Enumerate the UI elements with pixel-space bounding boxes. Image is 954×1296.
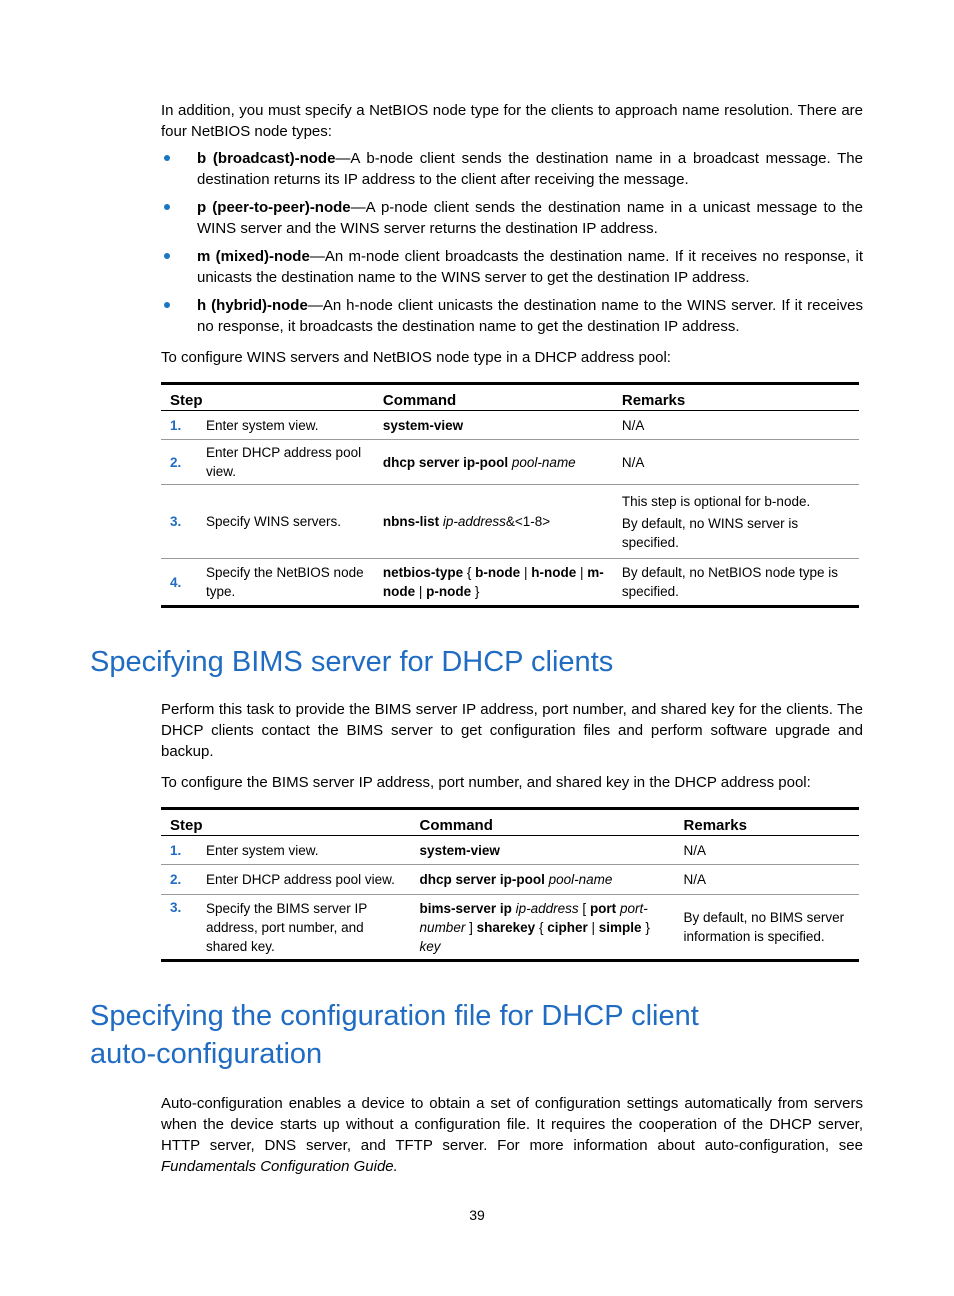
step-remarks: N/A <box>613 440 859 485</box>
command-range: &<1-8> <box>505 514 551 529</box>
step-description: Enter DHCP address pool view. <box>188 440 374 485</box>
step-number: 2. <box>161 865 188 895</box>
command-keyword: port <box>589 900 617 916</box>
step-remarks: N/A <box>675 836 859 865</box>
wins-intro: To configure WINS servers and NetBIOS node type in a DHCP address pool: <box>161 349 671 366</box>
table-header-row <box>161 809 859 836</box>
guide-period: . <box>393 1158 398 1175</box>
list-item <box>161 148 863 190</box>
command-keyword: p-node <box>426 584 472 599</box>
command-keyword: h-node <box>531 565 577 580</box>
step-number: 1. <box>161 411 188 440</box>
header-step: Step <box>161 384 374 411</box>
command-keyword: sharekey <box>476 919 536 935</box>
command-symbol: { <box>538 919 544 935</box>
command-argument: ip-address <box>515 900 579 916</box>
node-description: —A p-node client sends the destination name in a unicast message to the WINS server and the WINS server returns the destination IP address. <box>197 199 863 237</box>
command-symbol: | <box>591 919 596 935</box>
step-command <box>411 836 675 865</box>
table-row <box>161 836 859 865</box>
table-row <box>161 411 859 440</box>
step-number: 3. <box>161 485 188 559</box>
header-remarks: Remarks <box>613 384 859 411</box>
step-number: 3. <box>170 900 182 915</box>
bims-config-table <box>161 807 859 962</box>
guide-reference-link: Fundamentals Configuration Guide <box>161 1158 394 1175</box>
list-item <box>161 246 863 288</box>
list-item <box>161 197 863 239</box>
command-symbol: | <box>579 565 584 580</box>
autoconfig-paragraph <box>161 1093 863 1177</box>
node-term: h (hybrid)-node <box>197 297 308 314</box>
step-command <box>411 865 675 895</box>
command-symbol: } <box>645 919 650 935</box>
table-row <box>161 865 859 895</box>
section-heading-bims: Specifying BIMS server for DHCP clients <box>90 646 614 678</box>
bims-paragraph: Perform this task to provide the BIMS server IP address, port number, and shared key for the clients. The DHCP clients contact the BIMS server to get configuration files and perform software upgrade and backup. <box>161 701 863 760</box>
command-keyword: dhcp server ip-pool <box>382 454 509 470</box>
table-header-row <box>161 384 859 411</box>
step-remarks: By default, no NetBIOS node type is specified. <box>621 565 838 599</box>
table-row <box>161 485 859 559</box>
command-symbol: | <box>523 565 528 580</box>
step-command <box>374 411 613 440</box>
step-number: 1. <box>161 836 188 865</box>
section-heading-autoconfig: Specifying the configuration file for DHCP client auto-configuration <box>90 1000 699 1070</box>
step-command <box>411 895 675 961</box>
command-symbol: ] <box>469 919 473 935</box>
list-item <box>161 295 863 337</box>
node-term: p (peer-to-peer)-node <box>197 199 351 216</box>
step-remarks <box>613 485 859 559</box>
step-number: 4. <box>170 574 182 590</box>
step-command <box>374 559 613 607</box>
step-description: Specify WINS servers. <box>188 485 374 559</box>
bullet-icon <box>164 204 170 210</box>
autoconfig-text: Auto-configuration enables a device to obtain a set of configuration settings automatically from servers when the device starts up without a configuration file. It requires the cooperation of the DHCP server, HTTP server, DNS server, and TFTP server. For more information about auto-configuration, see <box>161 1095 863 1154</box>
remark-line: By default, no WINS server is specified. <box>621 515 799 550</box>
command-keyword: netbios-type <box>382 565 464 580</box>
step-description: Enter system view. <box>188 836 411 865</box>
step-command <box>374 440 613 485</box>
table-row <box>161 440 859 485</box>
page-number: 39 <box>469 1207 485 1223</box>
command-symbol: } <box>474 584 480 599</box>
command-symbol: | <box>418 584 423 599</box>
node-description: —An m-node client broadcasts the destination name. If it receives no response, it unicasts the destination name to the WINS server to get the destination IP address. <box>197 248 863 286</box>
node-description: —An h-node client unicasts the destination name to the WINS server. If it receives no response, it broadcasts the destination name to get the destination IP address. <box>197 297 863 335</box>
command-argument: pool-name <box>511 454 576 470</box>
command-keyword: cipher <box>547 919 588 935</box>
command-argument: key <box>419 938 441 954</box>
step-remarks: N/A <box>675 865 859 895</box>
step-description: Specify the BIMS server IP address, port number, and shared key. <box>206 900 368 954</box>
command-keyword: system-view <box>419 842 500 858</box>
command-symbol: [ <box>582 900 587 916</box>
command-argument: port-number <box>419 900 648 935</box>
command-keyword: m-node <box>382 565 604 599</box>
header-command: Command <box>411 809 675 836</box>
command-keyword: simple <box>598 919 642 935</box>
table-row <box>161 895 859 961</box>
step-description: Enter system view. <box>188 411 374 440</box>
command-argument: pool-name <box>548 872 613 887</box>
node-type-list <box>161 148 863 344</box>
command-argument: ip-address <box>442 514 506 529</box>
bullet-icon <box>164 253 170 259</box>
header-remarks: Remarks <box>675 809 859 836</box>
intro-paragraph: In addition, you must specify a NetBIOS node type for the clients to approach name resolution. There are four NetBIOS node types: <box>161 102 863 140</box>
command-symbol: { <box>466 565 472 580</box>
step-number: 2. <box>161 440 188 485</box>
step-description: Specify the NetBIOS node type. <box>206 565 364 599</box>
node-term: b (broadcast)-node <box>197 150 336 167</box>
command-keyword: b-node <box>475 565 521 580</box>
node-term: m (mixed)-node <box>197 248 310 265</box>
node-description: —A b-node client sends the destination name in a broadcast message. The destination returns its IP address to the client after receiving the message. <box>197 150 863 188</box>
command-keyword: bims-server ip <box>419 900 512 916</box>
command-keyword: system-view <box>382 417 464 433</box>
remark-line: This step is optional for b-node. <box>621 493 811 509</box>
step-remarks: By default, no BIMS server information is specified. <box>683 910 845 944</box>
bullet-icon <box>164 302 170 308</box>
step-remarks: N/A <box>613 411 859 440</box>
table-row <box>161 559 859 607</box>
step-command <box>374 485 613 559</box>
header-command: Command <box>374 384 613 411</box>
wins-config-table <box>161 382 859 608</box>
command-keyword: dhcp server ip-pool <box>419 872 545 887</box>
step-description: Enter DHCP address pool view. <box>188 865 411 895</box>
bullet-icon <box>164 155 170 161</box>
header-step: Step <box>161 809 411 836</box>
command-keyword: nbns-list <box>382 514 440 529</box>
bims-intro: To configure the BIMS server IP address, port number, and shared key in the DHCP address pool: <box>161 774 811 791</box>
